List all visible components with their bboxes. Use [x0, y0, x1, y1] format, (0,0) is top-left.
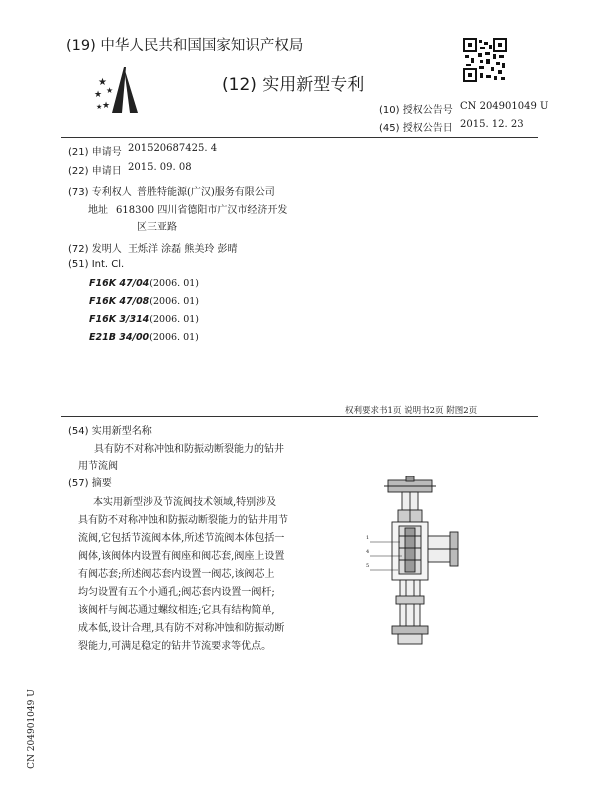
svg-text:★: ★	[106, 86, 114, 95]
ipc-entry	[89, 314, 199, 325]
side-publication-code: CN 204901049 U	[27, 689, 37, 769]
address-label: 地址	[88, 205, 108, 216]
abstract-line: 阀体,该阀体内设置有阀座和阀芯套,阀座上设置	[78, 551, 285, 562]
inventors-label: (72) 发明人	[68, 244, 122, 255]
filing-date-label: (22) 申请日	[68, 166, 122, 177]
pub-number-label: (10) 授权公告号	[379, 105, 453, 116]
figure-label: 1	[366, 535, 370, 541]
biblio-divider	[61, 416, 538, 417]
ipc-entry	[89, 332, 199, 343]
svg-text:★: ★	[98, 77, 107, 88]
abstract-line: 裂能力,可满足稳定的钻井节流要求等优点。	[78, 641, 272, 652]
ipc-entry	[89, 296, 199, 307]
qr-code	[463, 38, 507, 82]
figure-label: 4	[366, 549, 370, 555]
title-line-1: 具有防不对称冲蚀和防振动断裂能力的钻井	[94, 444, 284, 455]
svg-text:★: ★	[96, 103, 103, 111]
abstract-line: 流阀,它包括节流阀本体,所述节流阀本体包括一	[78, 533, 285, 544]
inventors-value: 王烁洋 涂磊 熊美玲 彭晴	[128, 244, 238, 255]
document-kind: (12) 实用新型专利	[222, 75, 365, 95]
page-counts: 权利要求书1页 说明书2页 附图2页	[345, 406, 478, 416]
title-line-2: 用节流阀	[78, 461, 118, 472]
cnipa-logo	[92, 63, 150, 115]
abstract-line: 具有防不对称冲蚀和防振动断裂能力的钻井用节	[78, 515, 288, 526]
authority-name: (19) 中华人民共和国国家知识产权局	[66, 38, 304, 54]
valve-drawing	[362, 476, 462, 648]
abstract-line: 本实用新型涉及节流阀技术领域,特别涉及	[93, 497, 277, 508]
svg-text:★: ★	[94, 90, 103, 100]
figure-label: 5	[366, 563, 370, 569]
address-line-1: 618300 四川省德阳市广汉市经济开发	[116, 205, 288, 216]
abstract-label: (57) 摘要	[68, 478, 112, 489]
ipc-code: F16K 3/314	[89, 314, 150, 325]
filing-date-value: 2015. 09. 08	[128, 162, 192, 173]
abstract-line: 该阀杆与阀芯通过螺纹相连;它具有结构简单,	[78, 605, 275, 616]
intcl-label: (51) Int. Cl.	[68, 259, 125, 270]
pub-date-label: (45) 授权公告日	[379, 123, 453, 134]
svg-text:★: ★	[102, 101, 111, 111]
ipc-version: (2006. 01)	[149, 296, 200, 307]
ipc-code: F16K 47/08	[89, 296, 150, 307]
abstract-line: 成本低,设计合理,具有防不对称冲蚀和防振动断	[78, 623, 285, 634]
patentee-label: (73) 专利权人	[68, 187, 132, 198]
header-divider	[61, 137, 538, 138]
ipc-version: (2006. 01)	[149, 314, 200, 325]
ipc-entry	[89, 278, 199, 289]
app-no-label: (21) 申请号	[68, 147, 122, 158]
title-label: (54) 实用新型名称	[68, 426, 152, 437]
ipc-version: (2006. 01)	[149, 332, 199, 343]
app-no-value: 201520687425. 4	[128, 143, 218, 154]
ipc-version: (2006. 01)	[149, 278, 200, 289]
patentee-value: 普胜特能源(广汉)服务有限公司	[137, 187, 275, 198]
ipc-code: E21B 34/00	[89, 332, 150, 343]
address-line-2: 区三亚路	[137, 222, 177, 233]
pub-number-value: CN 204901049 U	[460, 101, 549, 112]
ipc-code: F16K 47/04	[89, 278, 150, 289]
pub-date-value: 2015. 12. 23	[460, 119, 524, 130]
abstract-line: 有阀芯套;所述阀芯套内设置一阀芯,该阀芯上	[78, 569, 275, 580]
abstract-line: 均匀设置有五个小通孔;阀芯套内设置一阀杆;	[78, 587, 275, 598]
